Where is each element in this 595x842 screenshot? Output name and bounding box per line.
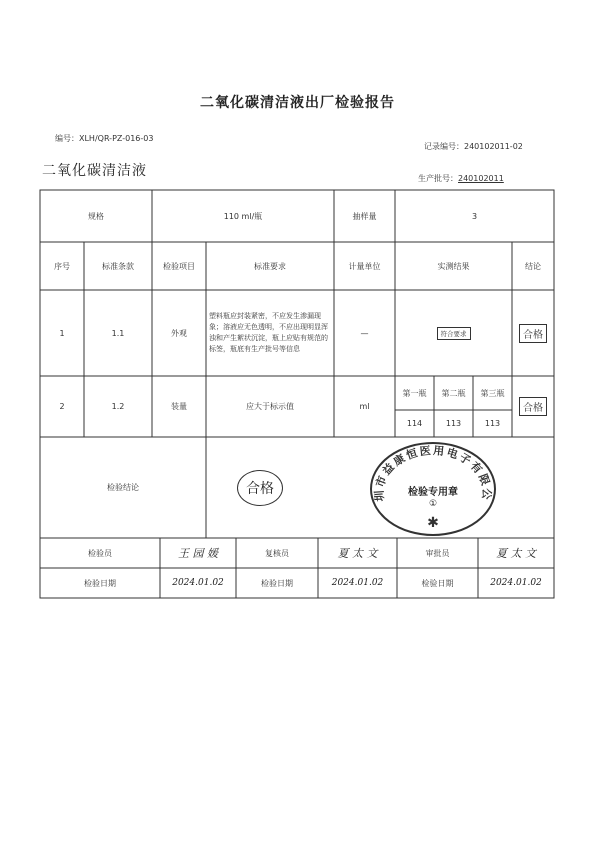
header-no: 序号 xyxy=(54,261,70,271)
conclusion-label: 检验结论 xyxy=(107,483,139,492)
conclusion-stamp: 合格 xyxy=(237,470,283,506)
row1-unit: — xyxy=(360,328,369,338)
row2-sub-value-1: 114 xyxy=(406,419,423,428)
row2-sub-value-3: 113 xyxy=(484,419,501,428)
header-unit: 计量单位 xyxy=(348,261,381,271)
seal-ring-text: 圳市益康恒医用电子有限公 xyxy=(372,444,494,502)
row2-no: 2 xyxy=(59,402,65,411)
product-name: 二氧化碳清洁液 xyxy=(42,163,147,179)
spec-label: 规格 xyxy=(88,211,104,221)
row1-verdict xyxy=(512,290,554,376)
inspection-date: 2024.01.02 xyxy=(172,578,224,588)
company-seal xyxy=(368,441,498,537)
row2-clause: 1.2 xyxy=(111,402,125,411)
approval-date-label: 检验日期 xyxy=(421,578,454,588)
batch-value: 240102011 xyxy=(458,174,504,183)
report-title: 二氧化碳清洁液出厂检验报告 xyxy=(200,95,395,111)
row2-requirement: 应大于标示值 xyxy=(246,402,294,411)
seal-number: ① xyxy=(428,499,438,509)
sample-label: 抽样量 xyxy=(352,211,377,221)
row2-sub-header-2: 第二瓶 xyxy=(441,388,466,398)
row1-result xyxy=(395,290,512,376)
review-date: 2024.01.02 xyxy=(331,578,384,588)
inspector-label: 检验员 xyxy=(88,548,112,558)
row1-result-stamp: 符合要求 xyxy=(437,327,471,340)
approval-date: 2024.01.02 xyxy=(490,578,542,588)
review-date-label: 检验日期 xyxy=(261,578,293,588)
row1-item: 外观 xyxy=(171,328,187,338)
inspection-date-label: 检验日期 xyxy=(84,578,116,588)
header-requirement: 标准要求 xyxy=(254,261,286,271)
approver-signature: 夏 太 文 xyxy=(496,547,536,560)
reviewer-signature: 夏 太 文 xyxy=(337,547,378,560)
seal-star: ✱ xyxy=(427,515,439,531)
row2-sub-header-1: 第一瓶 xyxy=(402,388,427,398)
batch-label: 生产批号： xyxy=(418,174,458,183)
row1-clause: 1.1 xyxy=(111,328,125,338)
spec-value: 110 ml/瓶 xyxy=(223,211,263,221)
row2-sub-value-2: 113 xyxy=(445,419,462,428)
header-clause: 标准条款 xyxy=(102,261,134,271)
row2-verdict xyxy=(512,376,554,437)
row2-verdict-stamp: 合格 xyxy=(519,397,547,416)
form-code: 编号：XLH/QR-PZ-016-03 xyxy=(55,134,154,143)
reviewer-label: 复核员 xyxy=(265,548,289,558)
row2-item: 装量 xyxy=(171,402,187,411)
seal-center-text: 检验专用章 xyxy=(408,487,458,498)
row1-verdict-stamp: 合格 xyxy=(519,324,547,343)
row2-sub-header-3: 第三瓶 xyxy=(480,388,505,398)
header-result: 实测结果 xyxy=(437,261,470,271)
record-number: 记录编号：240102011-02 xyxy=(424,142,523,151)
approver-label: 审批员 xyxy=(425,548,450,558)
inspector-signature: 王 园 媛 xyxy=(178,547,218,560)
row1-requirement xyxy=(206,290,334,376)
header-item: 检验项目 xyxy=(163,261,195,271)
row1-requirement-text: 塑料瓶应封装紧密，不应发生渗漏现象；溶液应无色透明，不应出现明显浑浊和产生絮状沉淀，瓶上应贴有规范的标签，瓶底有生产批号等信息 xyxy=(209,312,328,353)
sample-value: 3 xyxy=(471,211,478,221)
header-verdict: 结论 xyxy=(525,261,541,271)
row2-unit: ml xyxy=(359,402,370,411)
row1-no: 1 xyxy=(59,328,65,338)
